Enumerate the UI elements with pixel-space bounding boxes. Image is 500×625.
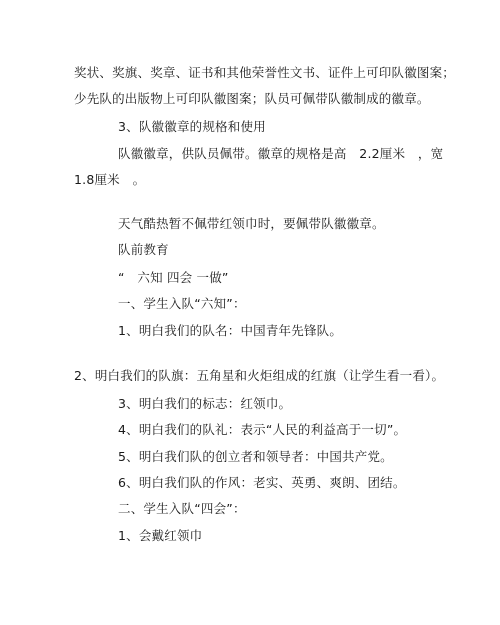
list-item: 4、明白我们的队礼：表示“人民的利益高于一切”。 [118, 422, 407, 437]
paragraph-line: 队徽徽章，供队员佩带。徽章的规格是高 2.2厘米 ，宽 [118, 146, 444, 161]
paragraph-line: 少先队的出版物上可印队徽图案；队员可佩带队徽制成的徽章。 [74, 91, 430, 106]
list-item: 5、明白我们队的创立者和领导者：中国共产党。 [118, 449, 393, 464]
paragraph-line: 天气酷热暂不佩带红领巾时，要佩带队徽徽章。 [118, 216, 385, 231]
section-heading: 二、学生入队“四会”： [118, 501, 246, 516]
list-item: 6、明白我们队的作风：老实、英勇、爽朗、团结。 [118, 475, 406, 490]
paragraph-line: 1.8厘米 。 [74, 172, 146, 187]
section-heading: 队前教育 [118, 242, 169, 257]
list-item: 3、明白我们的标志：红领巾。 [118, 396, 292, 411]
list-item: 1、明白我们的队名：中国青年先锋队。 [118, 323, 343, 338]
list-item: 1、会戴红领巾 [118, 528, 203, 543]
subtitle-line: “ 六知 四会 一做” [118, 270, 229, 285]
list-item: 2、明白我们的队旗：五角星和火炬组成的红旗（让学生看一看）。 [74, 368, 445, 383]
section-heading: 3、队徽徽章的规格和使用 [118, 119, 266, 134]
section-heading: 一、学生入队“六知”： [118, 296, 246, 311]
paragraph-line: 奖状、奖旗、奖章、证书和其他荣誉性文书、证件上可印队徽图案； [74, 65, 456, 80]
